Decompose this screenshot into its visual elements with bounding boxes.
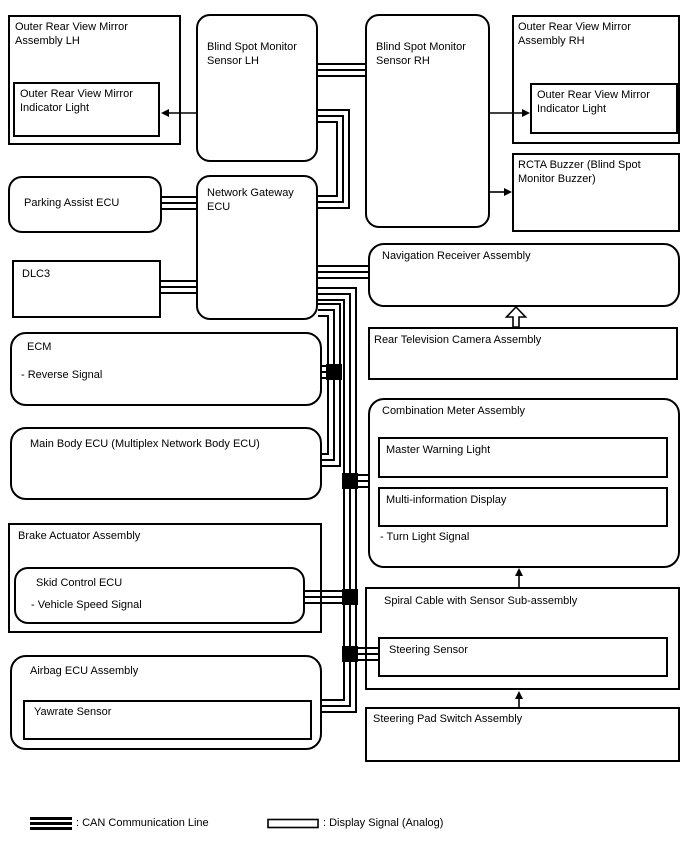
box-blind-spot-monitor-sensor-rh xyxy=(365,14,490,228)
box-label: Network Gateway ECU xyxy=(207,187,294,213)
box-label: RCTA Buzzer (Blind Spot Monitor Buzzer) xyxy=(518,159,641,185)
box-label: Combination Meter Assembly xyxy=(382,405,526,417)
box-skid-control-ecu xyxy=(14,567,305,624)
box-rcta-buzzer xyxy=(512,153,680,232)
can-line-dlc3-to-gateway xyxy=(161,281,196,293)
legend-can-label: : CAN Communication Line xyxy=(76,817,209,829)
box-main-body-ecu xyxy=(10,427,322,500)
box-combination-meter-assembly xyxy=(368,398,680,568)
display-signal-symbol xyxy=(268,820,318,828)
box-label: Skid Control ECU xyxy=(36,577,123,589)
box-label: Outer Rear View Mirror Assembly RH xyxy=(518,21,631,47)
box-label: Yawrate Sensor xyxy=(34,706,112,718)
box-dlc3 xyxy=(12,260,161,318)
box-label: Airbag ECU Assembly xyxy=(30,665,139,677)
box-label: Multi-information Display xyxy=(386,494,507,506)
can-line-gateway-to-navigation xyxy=(318,266,368,278)
box-label: Rear Television Camera Assembly xyxy=(374,334,542,346)
box-multi-information-display xyxy=(378,487,668,527)
arrow-bsm-rh-to-rcta-buzzer xyxy=(490,188,512,196)
box-label: Outer Rear View Mirror Assembly LH xyxy=(15,21,128,47)
box-label: Blind Spot Monitor Sensor RH xyxy=(376,41,466,67)
box-master-warning-light xyxy=(378,437,668,478)
box-steering-pad-switch-assembly xyxy=(365,707,680,762)
arrow-spiral-cable-to-combination-meter xyxy=(515,568,523,587)
box-yawrate-sensor xyxy=(23,700,312,740)
arrow-steering-pad-to-spiral-cable xyxy=(515,691,523,707)
signal-note: - Vehicle Speed Signal xyxy=(31,599,142,611)
can-line-parking-to-gateway xyxy=(162,197,196,209)
box-label: Blind Spot Monitor Sensor LH xyxy=(207,41,297,67)
box-navigation-receiver-assembly xyxy=(368,243,680,307)
box-rear-television-camera-assembly xyxy=(368,327,678,380)
box-label: DLC3 xyxy=(22,268,51,280)
box-label: Main Body ECU (Multiplex Network Body ECU) xyxy=(30,438,260,450)
junction-blobs xyxy=(326,364,358,662)
box-label: Brake Actuator Assembly xyxy=(18,530,141,542)
can-line-bsm-lh-to-gateway xyxy=(318,110,349,208)
signal-note: - Turn Light Signal xyxy=(380,531,470,543)
box-label: ECM xyxy=(27,341,52,353)
legend-display-label: : Display Signal (Analog) xyxy=(323,817,444,829)
can-bus-main xyxy=(318,288,356,712)
box-outer-rear-view-mirror-indicator-light-lh xyxy=(13,82,160,137)
can-branch-ecm xyxy=(322,366,342,378)
box-label: Navigation Receiver Assembly xyxy=(382,250,531,262)
signal-note: - Reverse Signal xyxy=(21,369,103,381)
box-label: Outer Rear View Mirror Indicator Light xyxy=(20,88,133,114)
box-network-gateway-ecu xyxy=(196,175,318,320)
box-label: Steering Pad Switch Assembly xyxy=(373,713,523,725)
can-branch-combination-meter xyxy=(342,475,368,487)
box-outer-rear-view-mirror-indicator-light-rh xyxy=(530,83,678,134)
box-label: Steering Sensor xyxy=(389,644,468,656)
box-label: Parking Assist ECU xyxy=(24,197,120,209)
box-blind-spot-monitor-sensor-lh xyxy=(196,14,318,162)
box-steering-sensor xyxy=(378,637,668,677)
box-label: Master Warning Light xyxy=(386,444,491,456)
display-arrow-rear-camera-to-navigation xyxy=(507,307,526,327)
box-ecm xyxy=(10,332,322,406)
can-line-bsm-lh-to-bsm-rh xyxy=(318,64,365,76)
box-parking-assist-ecu xyxy=(8,176,162,233)
box-label: Outer Rear View Mirror Indicator Light xyxy=(537,89,650,115)
can-line-symbol xyxy=(30,819,72,829)
box-label: Spiral Cable with Sensor Sub-assembly xyxy=(384,595,578,607)
